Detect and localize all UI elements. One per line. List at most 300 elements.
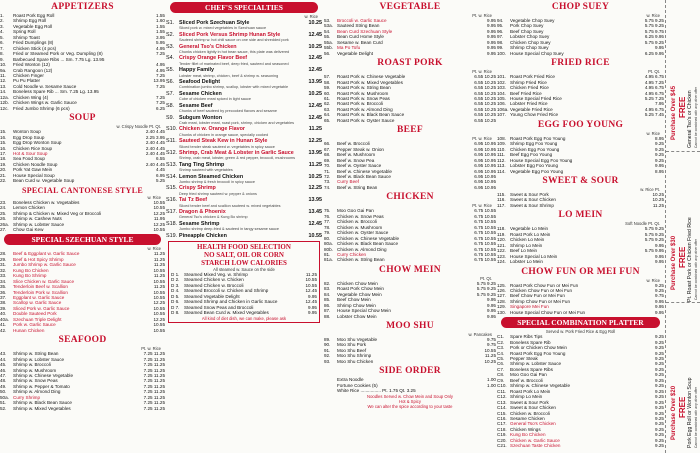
item-price: 9.95	[655, 309, 664, 315]
item-price: 6.75 10.55	[474, 219, 496, 225]
item-name: Bean Curd w. Vegetable Soup	[13, 178, 75, 184]
item-price: 9.25	[655, 383, 664, 389]
item-name: Beef Chop Suey	[510, 28, 544, 34]
chicken-header: Pt. w. Rice	[472, 203, 492, 209]
item-price: 10.55	[153, 311, 165, 317]
item-name: Boneless Chicken w. Vegetables	[13, 199, 80, 205]
item-number: 18.	[0, 156, 7, 162]
item-name: Sesame Beef	[179, 102, 213, 109]
item-name: Beef w. Broccoli	[510, 377, 543, 383]
item-description: Sliced tender beef and scallion sauteed w. mixed vegetables	[179, 203, 281, 208]
item-number: C14.	[497, 405, 507, 411]
item-name: Scallop w. Garlic Sauce	[13, 300, 62, 306]
item-price: 4.95	[156, 67, 165, 73]
item-price: 9.75	[487, 337, 496, 343]
item-price: 11.25	[305, 272, 317, 278]
item-name: Tang Ting Shrimp	[179, 161, 225, 168]
item-number: 45.	[0, 362, 7, 368]
sideorder-note-1: Noodles Served w. Chow Mein and Soup Only	[367, 393, 453, 399]
item-number: 122.	[497, 248, 506, 254]
item-name: Pepper Steak	[510, 356, 538, 362]
item-number: 33.	[0, 273, 7, 279]
item-price: 6.95 10.95	[474, 146, 496, 152]
item-number: 80.	[324, 235, 331, 241]
friedrice-section	[497, 58, 664, 118]
item-name: Fried Dumplings (8)	[13, 40, 54, 46]
item-name: Chicken Wings w. Garlic Sauce	[13, 100, 77, 106]
item-price: 12.45	[305, 288, 317, 294]
item-price: 12.45	[305, 299, 317, 305]
item-number: 9.	[0, 56, 4, 62]
item-price: 6.75 10.55	[474, 257, 496, 263]
item-price: 7.25	[156, 83, 165, 89]
menu-item	[0, 406, 165, 411]
item-number: 94.	[497, 18, 504, 23]
item-price: 9.25	[655, 443, 664, 449]
beef-title: BEEF	[396, 125, 423, 136]
menu-item	[497, 310, 664, 315]
item-number: 81a.	[324, 257, 333, 263]
item-name: Roast Pork Lo Mein	[510, 388, 551, 394]
chopsuey-title: CHOP SUEY	[551, 2, 610, 12]
item-number: D 3.	[171, 282, 180, 288]
item-number: 24.	[0, 205, 7, 211]
item-number: D 8.	[171, 310, 180, 316]
item-name: Vegetable Chow Mein	[337, 291, 382, 297]
item-price: 9.25	[655, 339, 664, 345]
item-number: 57.	[324, 74, 331, 80]
item-name: Vegetable Fried Rice	[510, 106, 553, 112]
item-name: Cold Noodle w. Sesame Sauce	[13, 83, 77, 89]
item-name: Beef w. Chinese Vegetable	[337, 168, 392, 174]
item-number: C8.	[497, 372, 505, 378]
item-price: 11.25	[308, 126, 322, 133]
item-name: Roast Pork w. Black Bean Sauce	[337, 112, 405, 118]
chef-header: w. Rice	[304, 14, 318, 19]
item-number: 26a.	[0, 221, 9, 227]
item-name: Steamed Bean Curd w. Mixed Vegetables	[184, 310, 269, 316]
health-section	[168, 241, 320, 323]
item-name: Shrimp Lo Mein	[510, 394, 543, 400]
item-number: 106.	[497, 101, 506, 107]
chopsuey-header: w. Rice	[646, 13, 660, 18]
item-name: Shrimp & Chicken w. Mixed Veg or Broccoli	[13, 210, 102, 216]
item-number: 1.	[0, 13, 4, 18]
item-price: 9.25	[655, 410, 664, 416]
item-price: 6.55 10.25	[474, 117, 496, 123]
item-number: D 4.	[171, 288, 180, 294]
item-price: 9.95	[487, 18, 496, 23]
item-price: 10.55	[153, 205, 165, 211]
item-description: Deep fried shrimp sauteed w. pepper & onions	[179, 191, 257, 196]
item-price: 7.25 11.25	[143, 356, 165, 362]
item-number: 112.	[497, 157, 506, 163]
sideorder-note-3: We can alter the spice according to your taste	[367, 403, 453, 409]
item-number: 69.	[324, 157, 331, 163]
item-price: 12.45	[308, 67, 322, 74]
item-number: 16.	[0, 134, 7, 140]
item-number: 4.	[0, 29, 4, 35]
item-number: 50a.	[0, 394, 9, 400]
column-1	[0, 0, 165, 453]
item-number: 108.	[497, 135, 506, 141]
item-price: 10.55	[153, 199, 165, 205]
item-number: 67.	[324, 146, 331, 152]
item-number: S18.	[166, 220, 178, 227]
item-number: 114.	[497, 168, 506, 174]
health-footer: All kind of diet dish, we can make, please ask	[201, 315, 287, 321]
item-number: 91.	[324, 347, 331, 353]
item-price: 9.95	[655, 259, 664, 265]
item-name: Bean Curd Home Style	[337, 34, 384, 40]
item-price: 12.45	[308, 102, 322, 109]
item-price: 9.25	[655, 334, 664, 340]
item-name: Kung Bo Shrimp	[13, 273, 47, 279]
item-number: 12.	[0, 78, 7, 84]
item-price: 10.25	[484, 358, 496, 364]
coupon-3-free: FREE	[678, 396, 687, 418]
item-price: 10.25	[308, 90, 322, 97]
item-price: 9.95	[487, 39, 496, 45]
item-price: 9.95	[487, 23, 496, 29]
item-price: 6.95 10.95	[474, 173, 496, 179]
item-name: Boneless Spare Ribs	[510, 366, 553, 372]
lomein-header: Soft Noodle Pt. Qt.	[625, 221, 660, 227]
item-price: 10.25	[308, 43, 322, 50]
item-name: Lobster Egg Foo Young	[510, 163, 559, 169]
item-price: 9.25	[655, 421, 664, 427]
item-price: 12.25	[153, 316, 165, 322]
item-price: 7.25 11.25	[143, 383, 165, 389]
item-description: Shrimp, crab meat, lobster, green & red pepper, broccoli, mushrooms	[179, 156, 296, 161]
eggfooyoung-header: w. Rice	[646, 130, 660, 136]
item-number: S9.	[166, 114, 175, 121]
item-name: Pork or Chicken Chow Mein	[510, 345, 567, 351]
item-name: Chicken w. String Bean	[337, 257, 385, 263]
eggfooyoung-section	[497, 120, 664, 174]
item-number: 73.	[324, 179, 331, 185]
item-number: C20.	[497, 437, 507, 443]
item-price: 11.25	[308, 161, 322, 168]
item-price: 9.95	[487, 28, 496, 34]
menu-item	[324, 51, 496, 56]
item-price: 5.75 9.75	[644, 28, 664, 34]
item-number: 86.	[324, 302, 331, 308]
item-description: Chunks of chicken in orange sauce, specially cooked	[179, 132, 269, 137]
item-name: Beef w. Oyster Sauce	[337, 163, 382, 169]
item-name: Chicken Noodle Soup	[13, 161, 58, 167]
specialty-item	[166, 126, 322, 132]
item-price: 1.00	[487, 382, 496, 388]
item-number: 54.	[324, 28, 331, 34]
item-name: Shrimp w. Lobster Sauce	[13, 356, 65, 362]
item-number: 66.	[324, 141, 331, 147]
item-name: Pork w. Garlic Sauce	[13, 322, 56, 328]
item-name: Double Sauteed Pork	[13, 311, 57, 317]
item-name: Shrimp Chow Fun or Mei Fun	[510, 298, 570, 304]
item-number: 51.	[0, 400, 7, 406]
item-name: Chicken Egg Foo Young	[510, 146, 560, 152]
item-number: 37.	[0, 295, 7, 301]
item-price: 7.25	[156, 72, 165, 78]
item-name: Chicken w. Black Bean Sauce	[337, 241, 399, 247]
item-number: S12.	[166, 149, 178, 156]
item-name: Chicken Lo Mein	[510, 237, 545, 243]
item-price: 5.75 9.25	[644, 39, 664, 45]
item-name: Chicken Fried Rice	[510, 85, 549, 91]
item-number: 83.	[324, 286, 331, 292]
item-number: 15.	[0, 129, 7, 135]
item-number: 119.	[497, 231, 506, 237]
item-number: 11.	[0, 72, 7, 78]
item-name: Shrimp w. Lobster Sauce	[510, 361, 562, 367]
item-price: 9.95	[655, 304, 664, 310]
specialty-item	[166, 138, 322, 144]
item-name: Shrimp Toast	[13, 34, 40, 40]
item-number: 21.	[0, 172, 7, 178]
item-price: 6.55 10.25	[474, 79, 496, 85]
item-name: Lobster Lo Mein	[510, 259, 543, 265]
seafood-title: SEAFOOD	[58, 335, 107, 346]
item-name: Boneless Spare Rib	[510, 339, 551, 345]
combo-section	[497, 317, 664, 449]
item-price: 6.75 10.55	[474, 235, 496, 241]
item-number: 6.	[0, 40, 4, 46]
lomein-section	[497, 210, 664, 264]
item-name: White Rice ................ Pt. 1.75 Qt. 3.25	[337, 388, 416, 394]
item-name: Broccoli w. Garlic Sauce	[337, 18, 387, 23]
item-price: 9.25	[655, 394, 664, 400]
item-price: 9.25	[655, 356, 664, 362]
item-number: S6.	[166, 79, 175, 86]
item-number: 70.	[324, 163, 331, 169]
item-name: Roast Pork w. Chinese Vegetable	[337, 74, 406, 80]
item-price: 10.55	[153, 226, 165, 232]
item-description: Cube of chicken meat spiced in light sauce	[179, 97, 251, 102]
item-name: Pork Chop Suey	[510, 23, 544, 29]
soup-title: SOUP	[69, 113, 96, 124]
item-number: 87.	[324, 308, 331, 314]
item-number: 49.	[0, 383, 7, 389]
item-price: 9.25	[655, 361, 664, 367]
item-price: 6.95 10.95	[474, 152, 496, 158]
item-number: 123.	[497, 253, 506, 259]
item-price: 9.25	[655, 146, 664, 152]
item-name: Crab Rangoon (12)	[13, 67, 53, 73]
item-name: Fried or Steamed Pork or Veg. Dumpling (8)	[13, 51, 103, 57]
item-number: S14.	[166, 173, 178, 180]
item-name: Subgum Wonton	[179, 114, 223, 121]
column-4	[497, 0, 664, 453]
item-number: D 6.	[171, 299, 180, 305]
item-name: Roast Pork Egg Foo Young	[510, 350, 566, 356]
item-price: 10.55	[153, 289, 165, 295]
item-number: 109.	[497, 141, 506, 147]
item-name: House Special Fried Rice	[510, 95, 562, 101]
item-price: 12.25	[308, 185, 322, 192]
item-number: 9a.	[0, 67, 7, 73]
item-number: 120.	[497, 237, 506, 243]
item-price: 9.95	[308, 304, 317, 310]
item-number: 23.	[0, 199, 7, 205]
item-number: 107.	[497, 112, 506, 118]
item-name: Steamed Broccoli w. Chicken and Shrimp	[184, 288, 269, 294]
item-price: 9.95	[308, 293, 317, 299]
item-name: Spring Roll	[13, 29, 36, 35]
item-name: Crispy Orange Flavor Beef	[179, 55, 248, 62]
item-price: 4.95 6.75	[644, 85, 664, 91]
item-description: Shrimp sauteed with vegetables	[179, 168, 233, 173]
menu-item	[497, 51, 664, 56]
item-number: 127.	[497, 293, 506, 299]
item-name: Chicken w. Snow Peas	[337, 213, 384, 219]
item-number: S3.	[166, 43, 175, 50]
item-price: 7.25 11.25	[143, 373, 165, 379]
item-number: S17.	[166, 209, 178, 215]
sideorder-note-2: Hot & Spicy	[399, 398, 421, 404]
item-name: Kung Bo Chicken	[13, 267, 49, 273]
item-price: 9.25	[655, 437, 664, 443]
item-name: Roast Pork Chow Mein	[337, 286, 384, 292]
item-number: 118.	[497, 226, 506, 232]
item-price: 9.95	[487, 313, 496, 319]
item-number: 42.	[0, 327, 7, 333]
item-name: Hunan Chicken	[13, 327, 45, 333]
menu-item	[0, 227, 165, 232]
item-name: Sesame Shrimp	[179, 220, 220, 227]
item-price: 12.25	[153, 300, 165, 306]
item-name: Singapore Mei Fun	[510, 304, 549, 310]
item-name: Shrimp w. Mixed Vegetables	[13, 405, 71, 411]
item-number: 100.	[497, 50, 506, 56]
szechuan-header: w. Rice	[147, 246, 161, 252]
item-number: C19.	[497, 432, 507, 438]
item-name: Chicken Rice Soup	[13, 145, 53, 151]
item-number: D 7.	[171, 304, 180, 310]
item-number: 79.	[324, 230, 331, 236]
soup-header: w. Crispy Noodle Pt. Qt.	[116, 124, 161, 130]
item-price: 6.25 9.95	[644, 34, 664, 40]
item-name: Shrimp w. Black Bean Sauce	[13, 400, 72, 406]
item-price: 11.25	[153, 284, 165, 290]
item-price: 12.25	[308, 138, 322, 145]
chowfun-header: w. Rice	[646, 277, 660, 283]
item-price: 6.55 10.25	[474, 90, 496, 96]
item-number: 84.	[324, 291, 331, 297]
item-number: S10.	[166, 126, 178, 133]
item-price: 9.95	[487, 308, 496, 314]
item-name: Moo Shu Pork	[337, 342, 367, 348]
item-name: Shrimp Chow Mein	[337, 302, 376, 308]
item-name: Sesame Chicken	[510, 416, 545, 422]
item-number: 8.	[0, 51, 4, 57]
item-price: 6.55 10.25	[474, 112, 496, 118]
item-number: S11.	[166, 138, 177, 145]
item-name: Chicken w. Mushroom	[337, 224, 383, 230]
mooshu-title: MOO SHU	[386, 321, 434, 332]
item-number: 62.	[324, 101, 331, 107]
item-price: 6.25	[156, 105, 165, 111]
item-price: 4.95	[156, 62, 165, 68]
item-price: 6.75 10.55	[474, 213, 496, 219]
vegetable-section	[324, 2, 496, 56]
item-name: Chicken w. Orange Flavor	[179, 126, 246, 133]
coupon-2-free: FREE	[678, 246, 687, 268]
item-description: Chunks chicken lightly in hot bean sauce, this plate was delivered	[179, 50, 290, 55]
item-name: Sesame Chicken	[179, 90, 222, 97]
item-description: Chunks of beef sauteed by precooked flavors and sesame	[179, 109, 277, 114]
item-price: 7.25	[156, 100, 165, 106]
item-name: Sliced Pork Versus Shrimp Hunan Style	[179, 31, 281, 38]
coupon-3-line1: Purchase Over $20	[671, 385, 677, 440]
item-name: Lobster Fried Rice	[510, 101, 548, 107]
item-name: Beef Egg Foo Young	[510, 152, 553, 158]
item-number: C16.	[497, 416, 507, 422]
item-number: 19.	[0, 161, 7, 167]
item-price: 11.95	[153, 216, 165, 222]
item-number: 29.	[0, 256, 7, 262]
item-number: 16.	[0, 145, 7, 151]
cantonese-header: w. Rice	[147, 194, 161, 200]
item-number: 80b.	[324, 246, 333, 252]
item-name: Roast Pork w. Almond Ding	[337, 106, 393, 112]
item-name: Roast Pork w. Broccoli	[337, 101, 383, 107]
item-name: Moo Shu Chicken	[337, 358, 374, 364]
coupon-3-line4: Cannot be combined with any other offer	[694, 386, 698, 448]
item-number: 77.	[324, 219, 331, 225]
item-price: 12.45	[308, 114, 322, 121]
roastpork-header: Pt. w. Rice	[472, 69, 492, 75]
item-number: 92.	[324, 353, 331, 359]
item-price: 9.25	[655, 377, 664, 383]
item-number: 117.	[497, 202, 506, 208]
item-name: Steamed Chicken w. Chicken	[184, 277, 244, 283]
item-name: Shrimp w. Chinese Vegetable	[13, 373, 74, 379]
item-name: Beef & Eggplant w. Garlic Sauce	[13, 251, 80, 257]
item-price: 6.95 10.95	[474, 168, 496, 174]
item-number: C1.	[497, 334, 505, 340]
item-price: 9.25	[655, 287, 664, 293]
item-name: Shrimp w. Pepper & Tomato	[13, 383, 70, 389]
item-number: 53a.	[324, 23, 333, 29]
item-price: 6.75 10.55	[474, 251, 496, 257]
coupon-divider	[666, 151, 700, 152]
item-number: 25.	[0, 210, 7, 216]
item-number: 80a.	[324, 241, 333, 247]
item-name: Beef w. Broccoli	[337, 141, 370, 147]
item-number: 125.	[497, 282, 506, 288]
item-number: 55.	[324, 34, 331, 40]
roastpork-section	[324, 58, 496, 123]
item-name: Extra Noodle	[337, 377, 364, 383]
item-price: 7.25	[156, 94, 165, 100]
item-price: 6.25 9.95	[644, 50, 664, 56]
item-name: Shrimp w. String Bean	[13, 351, 59, 357]
health-title: HEALTH FOOD SELECTION	[197, 243, 291, 252]
item-number: 15.	[0, 140, 7, 146]
item-price: 12.25	[153, 210, 165, 216]
appetizers-section	[0, 2, 165, 111]
item-name: Curry Chicken	[337, 251, 367, 257]
item-name: Roast Pork w. Snow Peas	[337, 95, 390, 101]
item-description: Tender fillet of marinated beef, deep fried, sauteed and seasoned	[179, 61, 289, 66]
item-number: 68.	[324, 152, 331, 158]
item-price: 10.25	[652, 197, 664, 203]
sweetsour-header: w. Rice Pt.	[640, 186, 660, 192]
item-price: 12.25	[153, 221, 165, 227]
item-number: C15.	[497, 410, 507, 416]
item-number: D 2.	[171, 277, 180, 283]
